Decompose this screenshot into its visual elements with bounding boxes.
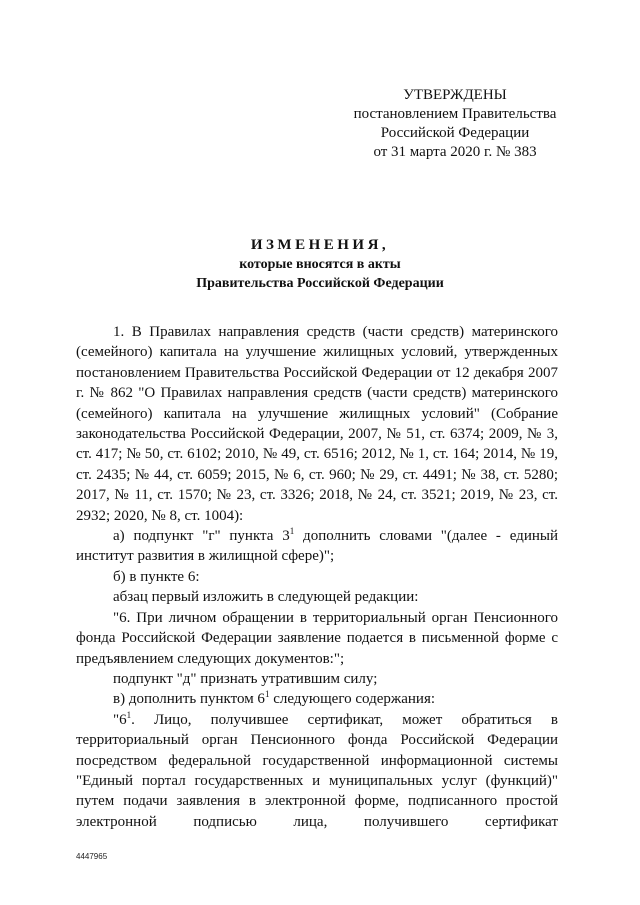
paragraph-7 [76,689,558,709]
document-id: 4447965 [76,852,108,861]
document-body [76,322,558,832]
approval-block [330,86,580,162]
paragraph-2-text-a: а) подпункт "г" пункта 3 [113,528,290,545]
title-main: ИЗМЕНЕНИЯ, [250,237,390,253]
paragraph-2 [76,526,558,567]
paragraph-7-text-a: в) дополнить пунктом 6 [113,691,265,708]
paragraph-7-text-b: следующего содержания: [269,691,436,708]
paragraph-5: "6. При личном обращении в территориальный орган Пенсионного фонда Российской Федерации заявление подается в письменной форме с предъявлением следующих документов:"; [76,609,558,667]
paragraph-8 [76,710,558,832]
paragraph-8-text-a: "6 [113,711,127,728]
approval-heading: УТВЕРЖДЕНЫ [403,87,507,103]
title-subtitle-2: Правительства Российской Федерации [196,276,444,291]
paragraph-6: подпункт "д" признать утратившим силу; [113,670,378,687]
paragraph-2-text-b: дополнить словами "(далее - единый институт развития в жилищной сфере)"; [76,528,558,565]
title-subtitle-1: которые вносятся в акты [239,257,401,272]
superscript: 1 [289,526,295,537]
superscript: 1 [264,689,270,700]
paragraph-4: абзац первый изложить в следующей редакции: [113,589,419,606]
approval-decree-line: постановлением Правительства [353,106,557,122]
paragraph-8-text-b: . Лицо, получившее сертификат, может обратиться в территориальный орган Пенсионного фонда Российской Федерации посредством федеральной государственной информационной системы "Единый портал государственных и муниципальных услуг (функций)" путем подачи заявления в электронной форме, подписанного простой электронной подписью лица, получившего сертификат [76,711,558,830]
paragraph-1: 1. В Правилах направления средств (части средств) материнского (семейного) капитала на улучшение жилищных условий, утвержденных постановлением Правительства Российской Федерации от 12 декабря 2007 г. № 862 "О Правилах направления средств (части средств) материнского (семейного) капитала на улучшение жилищных условий" (Собрание законодательства Российской Федерации, 2007, № 51, ст. 6374; 2009, № 3, ст. 417; № 50, ст. 6102; 2010, № 49, ст. 6516; 2012, № 1, ст. 164; 2014, № 19, ст. 2435; № 44, ст. 6059; 2015, № 6, ст. 960; № 29, ст. 4491; № 38, ст. 5280; 2017, № 11, ст. 1570; № 23, ст. 3326; 2018, № 24, ст. 3521; 2019, № 23, ст. 2932; 2020, № 8, ст. 1004): [76,324,558,524]
approval-date-line: от 31 марта 2020 г. № 383 [373,144,537,160]
approval-government-line: Российской Федерации [380,125,530,141]
document-title [40,236,600,293]
superscript: 1 [126,709,132,720]
paragraph-3: б) в пункте 6: [113,568,200,585]
